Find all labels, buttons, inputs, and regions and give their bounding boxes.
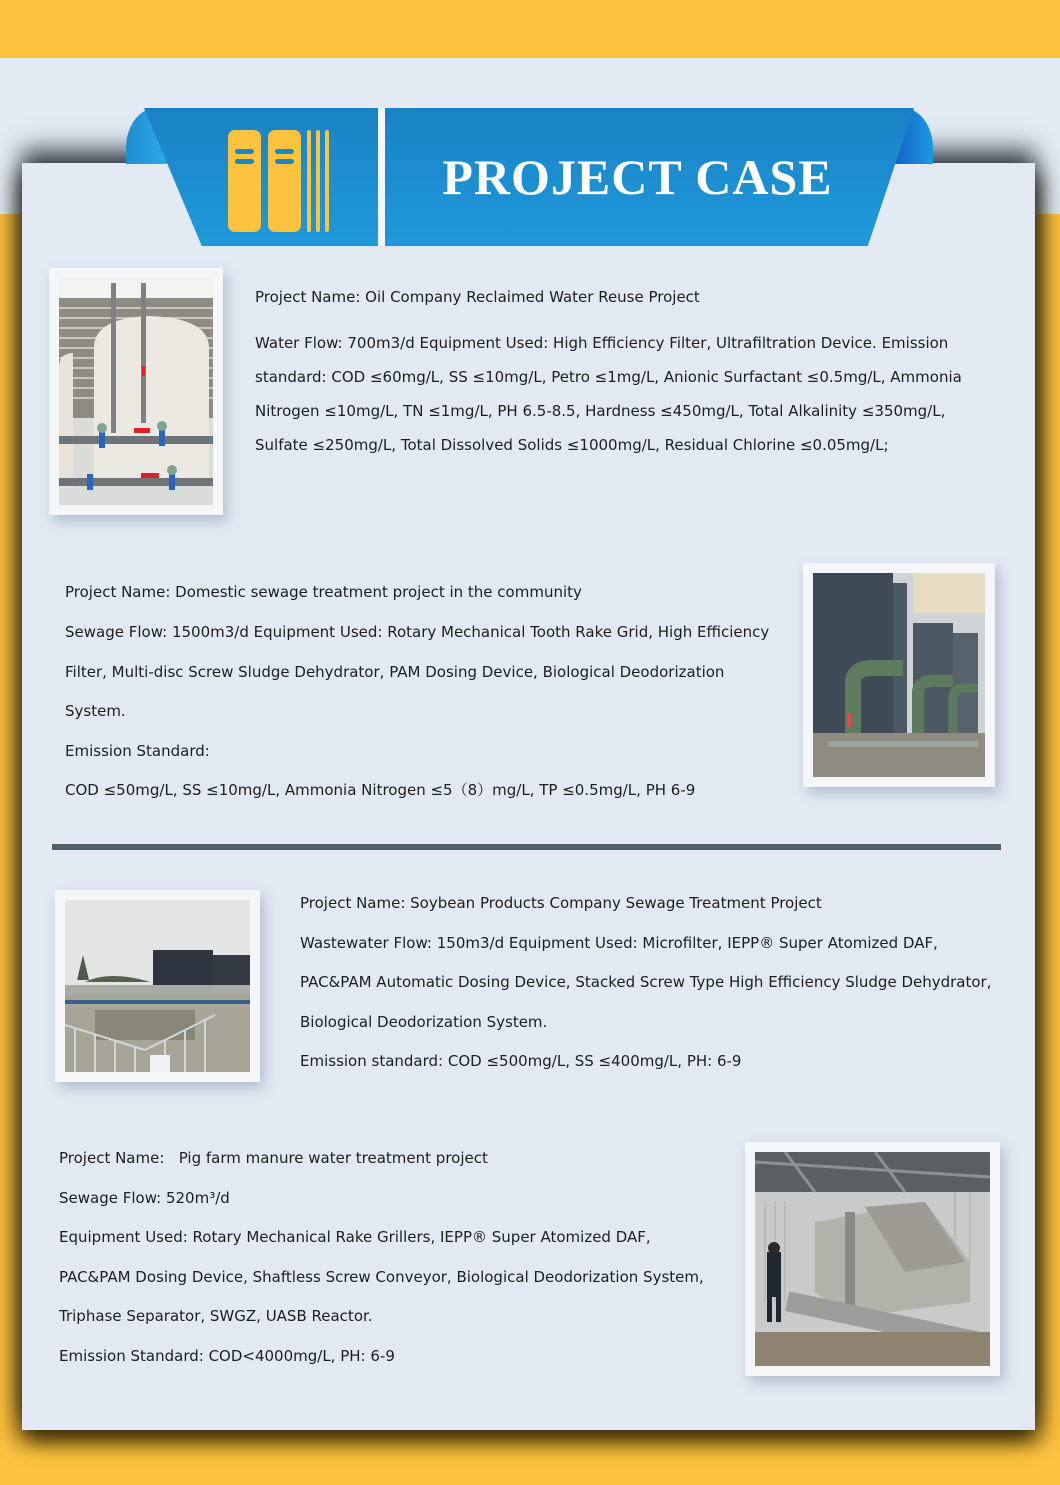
section-divider [52,844,1001,850]
project-4-line: Emission Standard: COD<4000mg/L, PH: 6-9 [59,1346,395,1365]
project-4-line: Equipment Used: Rotary Mechanical Rake Grillers, IEPP® Super Atomized DAF, [59,1228,651,1246]
indoor-tanks-photo [813,573,985,777]
project-2-name: Project Name: Domestic sewage treatment project in the community [65,583,582,601]
project-1-text [255,286,995,462]
outdoor-tanks-photo [65,900,250,1072]
project-2-line: Sewage Flow: 1500m3/d Equipment Used: Rotary Mechanical Tooth Rake Grid, High Efficiency [65,623,770,641]
page-title: PROJECT CASE [442,149,833,205]
project-1-line: standard: COD ≤60mg/L, SS ≤10mg/L, Petro ≤1mg/L, Anionic Surfactant ≤0.5mg/L, Ammonia [255,368,962,386]
project-4-line: PAC&PAM Dosing Device, Shaftless Screw Conveyor, Biological Deodorization System, [59,1267,704,1286]
project-photo-3 [55,890,260,1082]
project-1-line: Nitrogen ≤10mg/L, TN ≤1mg/L, PH 6.5-8.5, Hardness ≤450mg/L, Total Alkalinity ≤350mg/L, [255,402,946,420]
rake-screen-machine-photo [755,1152,990,1366]
project-photo-4 [745,1142,1000,1376]
book-binders-icon [228,130,333,232]
project-4-text [59,1146,749,1368]
project-2-line: Filter, Multi-disc Screw Sludge Dehydrator, PAM Dosing Device, Biological Deodorization [65,662,725,681]
project-3-line: Biological Deodorization System. [300,1012,548,1031]
filter-tanks-photo [59,278,213,505]
project-2-line: Emission Standard: [65,741,210,760]
project-1-line: Water Flow: 700m3/d Equipment Used: High Efficiency Filter, Ultrafiltration Device. Emission [255,334,949,352]
project-4-line: Sewage Flow: 520m³/d [59,1188,230,1207]
project-2-text [65,580,795,802]
project-photo-2 [803,563,995,787]
project-2-line: System. [65,702,126,720]
project-3-text [300,891,1010,1073]
project-3-line: PAC&PAM Automatic Dosing Device, Stacked Screw Type High Efficiency Sludge Dehydrator, [300,973,992,991]
project-4-name: Project Name: Pig farm manure water treatment project [59,1149,488,1167]
project-1-line: Sulfate ≤250mg/L, Total Dissolved Solids ≤1000mg/L, Residual Chlorine ≤0.05mg/L; [255,436,889,454]
banner-divider [378,108,385,246]
project-photo-1 [49,268,223,515]
project-1-name: Project Name: Oil Company Reclaimed Water Reuse Project [255,288,700,306]
project-3-line: Emission standard: COD ≤500mg/L, SS ≤400mg/L, PH: 6-9 [300,1052,742,1070]
project-4-line: Triphase Separator, SWGZ, UASB Reactor. [59,1307,373,1325]
project-2-line: COD ≤50mg/L, SS ≤10mg/L, Ammonia Nitrogen ≤5（8）mg/L, TP ≤0.5mg/L, PH 6-9 [65,781,696,799]
project-3-line: Wastewater Flow: 150m3/d Equipment Used: Microfilter, IEPP® Super Atomized DAF, [300,933,938,952]
project-3-name: Project Name: Soybean Products Company Sewage Treatment Project [300,894,822,912]
